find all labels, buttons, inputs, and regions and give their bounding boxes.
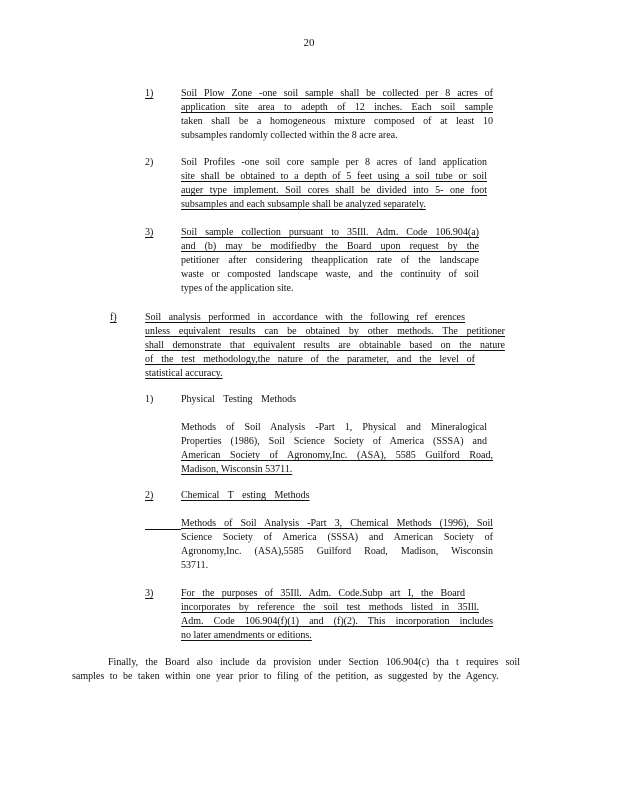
text-line: Finally, the Board also include da provision under Section 106.904(c) tha t requires soil <box>108 657 520 668</box>
text-line: subsamples randomly collected within the 8 acre area. <box>181 130 398 141</box>
text-line: and (b) may be modifiedby the Board upon request by the <box>181 241 479 252</box>
text-line: Adm. Code 106.904(f)(1) and (f)(2). This incorporation includes <box>181 616 493 627</box>
sub-1-number: 1) <box>145 394 154 405</box>
item-2-text <box>181 156 487 212</box>
sub-2-text <box>181 517 493 573</box>
text-line: Methods of Soil Analysis -Part 1, Physical and Mineralogical <box>181 422 487 433</box>
sub-2-heading: Chemical T esting Methods <box>181 490 310 501</box>
item-2-number: 2) <box>145 157 154 168</box>
text-line: Methods of Soil Analysis -Part 3, Chemical Methods (1996), Soil <box>181 518 493 529</box>
text-line: statistical accuracy. <box>145 368 223 379</box>
text-line: samples to be taken within one year prior to filing of the petition, as suggested by the Agency. <box>72 671 499 682</box>
text-line: Soil Plow Zone -one soil sample shall be collected per 8 acres of <box>181 88 493 99</box>
text-line: Soil sample collection pursuant to 35Ill. Adm. Code 106.904(a) <box>181 227 479 238</box>
text-line: Madison, Wisconsin 53711. <box>181 464 293 475</box>
item-f-number: f) <box>110 312 117 323</box>
text-line: of the test methodology,the nature of the parameter, and the level of <box>145 354 475 365</box>
closing-paragraph <box>72 656 520 684</box>
text-line: site shall be obtained to a depth of 5 feet using a soil tube or soil <box>181 171 487 182</box>
text-line: Agronomy,Inc. (ASA),5585 Guilford Road, Madison, Wisconsin <box>181 546 493 557</box>
text-line: American Society of Agronomy,Inc. (ASA), 5585 Guilford Road, <box>181 450 493 461</box>
item-f-text <box>145 311 505 381</box>
text-line: Science Society of America (SSSA) and American Society of <box>181 532 493 543</box>
text-line: incorporates by reference the soil test methods listed in 35Ill. <box>181 602 479 613</box>
text-line: no later amendments or editions. <box>181 630 312 641</box>
item-1-text <box>181 87 493 143</box>
text-line: Soil Profiles -one soil core sample per 8 acres of land application <box>181 157 487 168</box>
text-line: For the purposes of 35Ill. Adm. Code.Subp art I, the Board <box>181 588 465 599</box>
page-number: 20 <box>303 37 315 49</box>
sub-1-heading: Physical Testing Methods <box>181 394 297 405</box>
text-line: subsamples and each subsample shall be analyzed separately. <box>181 199 426 210</box>
text-line: application site area to adepth of 12 inches. Each soil sample <box>181 102 493 113</box>
text-line: types of the application site. <box>181 283 294 294</box>
text-line: Properties (1986), Soil Science Society of America (SSSA) and <box>181 436 487 447</box>
text-line: shall demonstrate that equivalent results are obtainable based on the nature <box>145 340 505 351</box>
text-line: unless equivalent results can be obtained by other methods. The petitioner <box>145 326 505 337</box>
text-line: Soil analysis performed in accordance with the following ref erences <box>145 312 465 323</box>
sub-2-number: 2) <box>145 490 154 501</box>
text-line: 53711. <box>181 560 209 571</box>
text-line: taken shall be a homogeneous mixture composed of at least 10 <box>181 116 493 127</box>
sub-1-text <box>181 421 493 477</box>
sub-3-text <box>181 587 493 643</box>
item-3-number: 3) <box>145 227 154 238</box>
text-line: petitioner after considering theapplication rate of the landscape <box>181 255 479 266</box>
item-1-number: 1) <box>145 88 154 99</box>
sub-3-number: 3) <box>145 588 154 599</box>
text-line: auger type implement. Soil cores shall be divided into 5- one foot <box>181 185 487 196</box>
underline-rule <box>145 529 181 530</box>
text-line: waste or composted landscape waste, and the continuity of soil <box>181 269 479 280</box>
item-3-text <box>181 226 479 296</box>
